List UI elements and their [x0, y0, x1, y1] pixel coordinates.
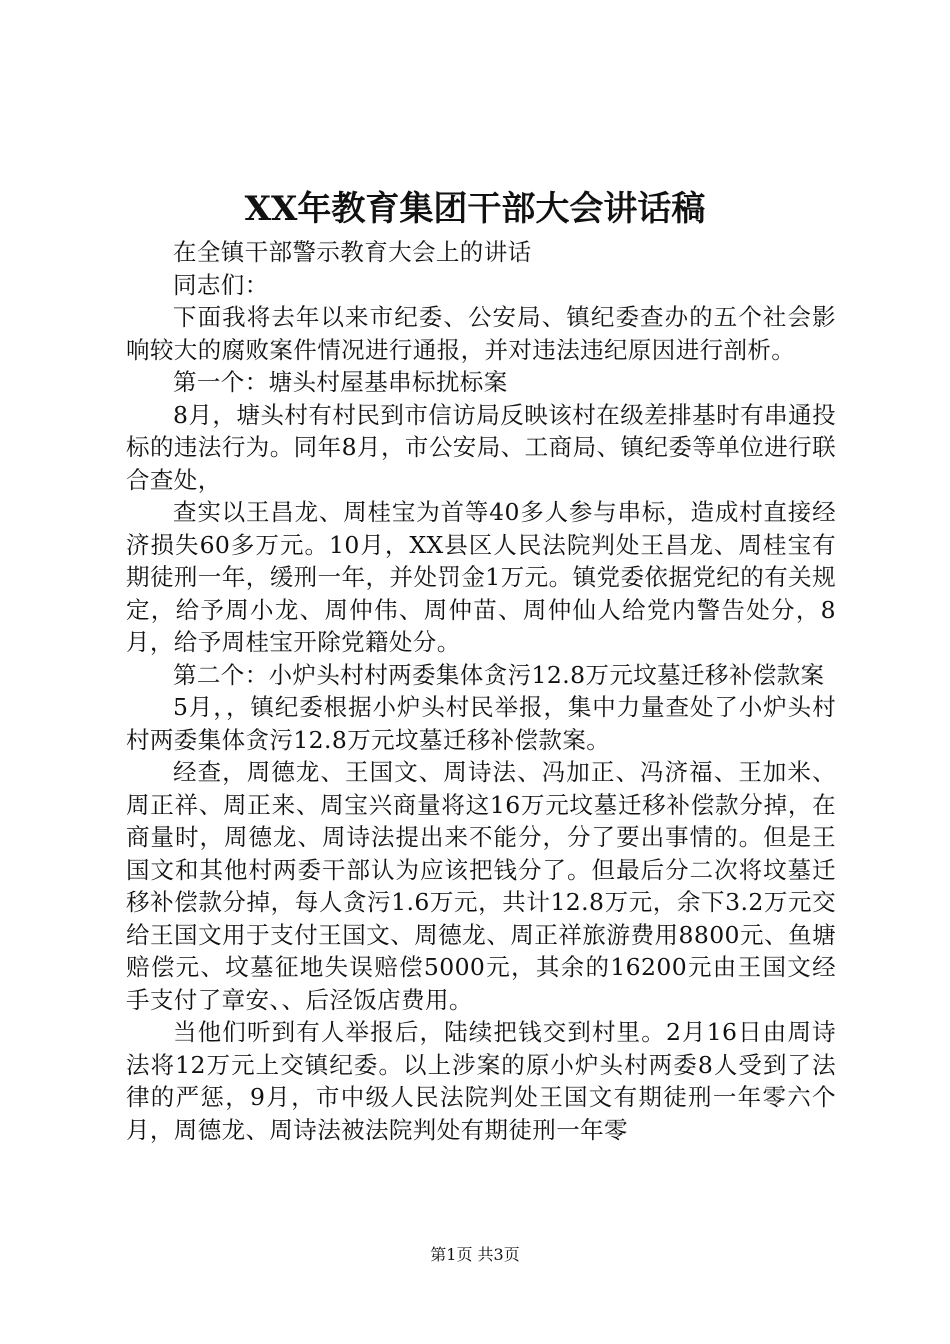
paragraph-intro: 下面我将去年以来市纪委、公安局、镇纪委查办的五个社会影响较大的腐败案件情况进行通报，并对违法违纪原因进行剖析。: [126, 303, 836, 364]
paragraph-case-1-findings: 查实以王昌龙、周桂宝为首等40多人参与串标，造成村直接经济损失60多万元。10月，XX县区人民法院判处王昌龙、周桂宝有期徒刑一年，缓刑一年，并处罚金1万元。镇党委依据党纪的有关规定，给予周小龙、周仲伟、周仲苗、周仲仙人给党内警告处分，8月，给予周桂宝开除党籍处分。: [126, 498, 836, 656]
document-body: [126, 236, 836, 1146]
paragraph-case-2-heading: 第二个：小炉头村村两委集体贪污12.8万元坟墓迁移补偿款案: [173, 660, 825, 689]
paragraph-case-2-findings: 经查，周德龙、王国文、周诗法、冯加正、冯济福、王加米、周正祥、周正来、周宝兴商量将这16万元坟墓迁移补偿款分掉，在商量时，周德龙、周诗法提出来不能分，分了要出事情的。但是王国文和其他村两委干部认为应该把钱分了。但最后分二次将坟墓迁移补偿款分掉，每人贪污1.6万元，共计12.8万元，余下3.2万元交给王国文用于支付王国文、周德龙、周正祥旅游费用8800元、鱼塘赔偿元、坟墓征地失误赔偿5000元，其余的16200元由王国文经手支付了章安、、后泾饭店费用。: [126, 758, 836, 1014]
paragraph-salutation: 同志们：: [173, 270, 269, 299]
paragraph-subtitle: 在全镇干部警示教育大会上的讲话: [173, 238, 532, 266]
paragraph-case-2-outcome: 当他们听到有人举报后，陆续把钱交到村里。2月16日由周诗法将12万元上交镇纪委。以上涉案的原小炉头村两委8人受到了法律的严惩，9月，市中级人民法院判处王国文有期徒刑一年零六个月，周德龙、周诗法被法院判处有期徒刑一年零: [126, 1018, 836, 1144]
paragraph-case-1-report: 8月，塘头村有村民到市信访局反映该村在级差排基时有串通投标的违法行为。同年8月，市公安局、工商局、镇纪委等单位进行联合查处，: [126, 400, 836, 494]
page-number-footer: 第1页 共3页: [430, 1245, 520, 1264]
paragraph-case-2-report: 5月，，镇纪委根据小炉头村民举报，集中力量查处了小炉头村村两委集体贪污12.8万元坟墓迁移补偿款案。: [126, 693, 836, 754]
paragraph-case-1-heading: 第一个：塘头村屋基串标扰标案: [173, 368, 508, 396]
document-title: XX年教育集团干部大会讲话稿: [244, 189, 706, 229]
